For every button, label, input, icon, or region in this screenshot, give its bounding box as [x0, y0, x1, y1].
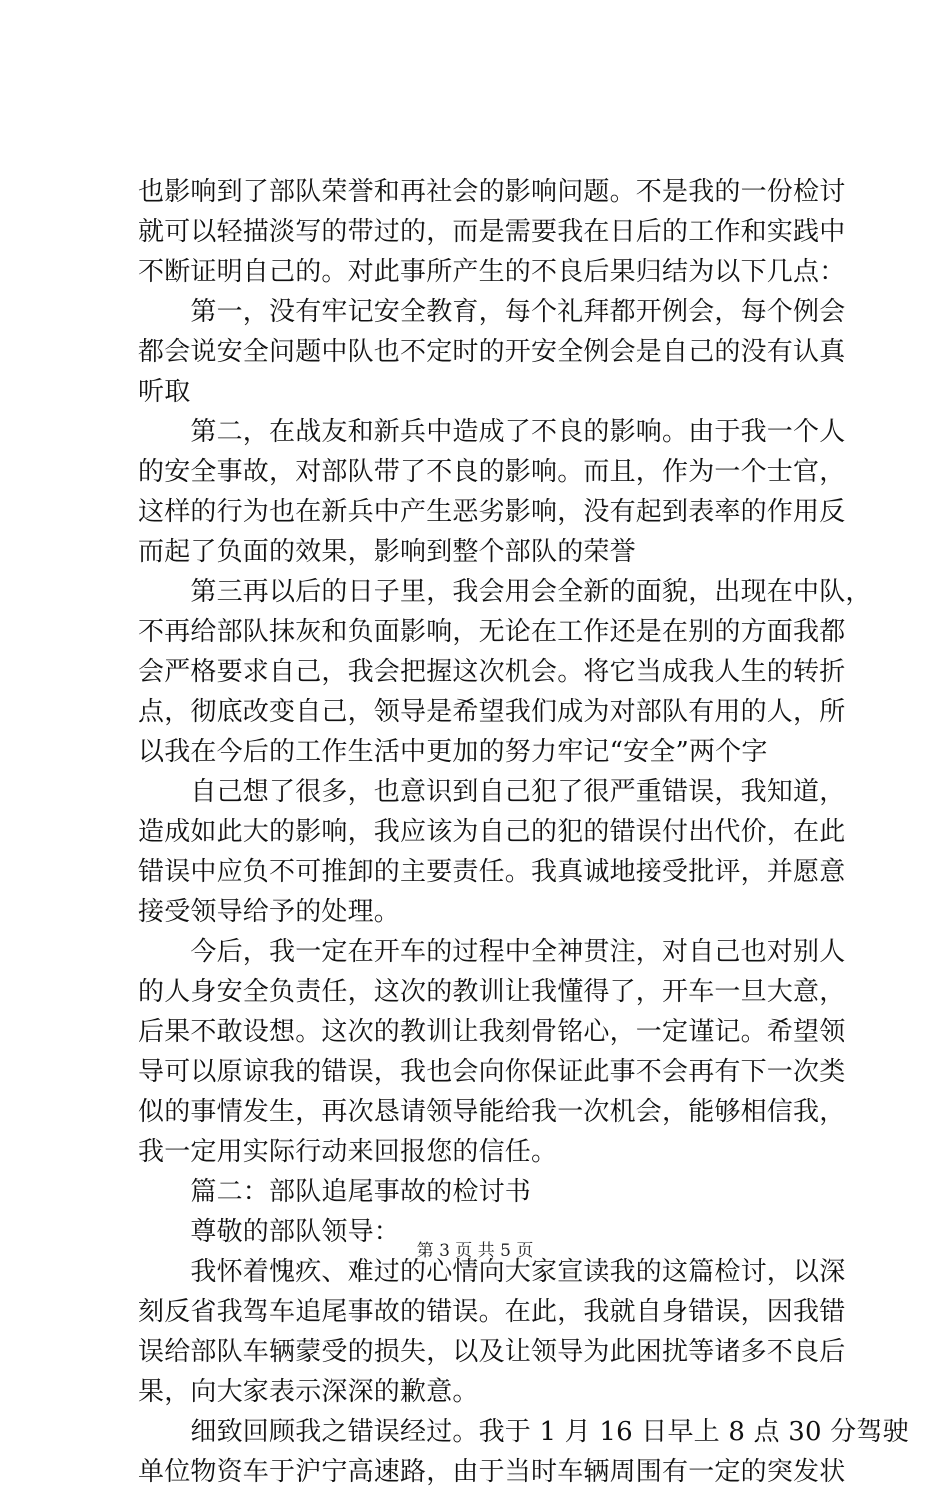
- page-footer: [0, 1240, 950, 1262]
- text-line: 我一定用实际行动来回报您的信任。: [138, 1137, 558, 1167]
- text-line: 后果不敢设想。这次的教训让我刻骨铭心，一定谨记。希望领: [138, 1017, 846, 1047]
- text-line: 刻反省我驾车追尾事故的错误。在此，我就自身错误，因我错: [138, 1297, 846, 1327]
- text-line: 今后，我一定在开车的过程中全神贯注，对自己也对别人: [138, 937, 846, 967]
- text-line: 接受领导给予的处理。: [138, 897, 401, 927]
- text-line: 而起了负面的效果，影响到整个部队的荣誉: [138, 537, 636, 567]
- text-line: 似的事情发生，再次恳请领导能给我一次机会，能够相信我，: [138, 1097, 846, 1127]
- text-line: 细致回顾我之错误经过。我于 1 月 16 日早上 8 点 30 分驾驶: [138, 1417, 909, 1447]
- text-line: 篇二：部队追尾事故的检讨书: [138, 1177, 532, 1207]
- text-line: 的人身安全负责任，这次的教训让我懂得了，开车一旦大意，: [138, 977, 846, 1007]
- text-line: 第一，没有牢记安全教育，每个礼拜都开例会，每个例会: [138, 297, 846, 327]
- text-line: 第二，在战友和新兵中造成了不良的影响。由于我一个人: [138, 417, 846, 447]
- text-line: 就可以轻描淡写的带过的，而是需要我在日后的工作和实践中: [138, 217, 846, 247]
- text-line: 点，彻底改变自己，领导是希望我们成为对部队有用的人，所: [138, 697, 846, 727]
- text-line: 会严格要求自己，我会把握这次机会。将它当成我人生的转折: [138, 657, 846, 687]
- text-line: 果，向大家表示深深的歉意。: [138, 1377, 479, 1407]
- text-line: 以我在今后的工作生活中更加的努力牢记“安全”两个字: [138, 737, 768, 767]
- text-line: 不再给部队抹灰和负面影响，无论在工作还是在别的方面我都: [138, 617, 846, 647]
- text-line: 这样的行为也在新兵中产生恶劣影响，没有起到表率的作用反: [138, 497, 846, 527]
- text-line: 导可以原谅我的错误，我也会向你保证此事不会再有下一次类: [138, 1057, 846, 1087]
- text-line: 听取: [138, 377, 191, 407]
- text-line: 误给部队车辆蒙受的损失，以及让领导为此困扰等诸多不良后: [138, 1337, 846, 1367]
- text-line: 我怀着愧疚、难过的心情向大家宣读我的这篇检讨，以深: [138, 1257, 846, 1287]
- text-line: 自己想了很多，也意识到自己犯了很严重错误，我知道，: [138, 777, 846, 807]
- text-line: 也影响到了部队荣誉和再社会的影响问题。不是我的一份检讨: [138, 177, 846, 207]
- text-line: 的安全事故，对部队带了不良的影响。而且，作为一个士官，: [138, 457, 846, 487]
- text-line: 单位物资车于沪宁高速路，由于当时车辆周围有一定的突发状: [138, 1457, 846, 1487]
- text-line: 尊敬的部队领导：: [138, 1217, 401, 1247]
- text-line: 都会说安全问题中队也不定时的开安全例会是自己的没有认真: [138, 337, 846, 367]
- text-line: 错误中应负不可推卸的主要责任。我真诚地接受批评，并愿意: [138, 857, 846, 887]
- text-line: 造成如此大的影响，我应该为自己的犯的错误付出代价，在此: [138, 817, 846, 847]
- text-line: 第三再以后的日子里，我会用会全新的面貌，出现在中队，: [138, 577, 872, 607]
- text-line: 不断证明自己的。对此事所产生的不良后果归结为以下几点：: [138, 257, 846, 287]
- page-number: 第 3 页 共 5 页: [416, 1241, 534, 1261]
- body-text: [138, 172, 909, 1492]
